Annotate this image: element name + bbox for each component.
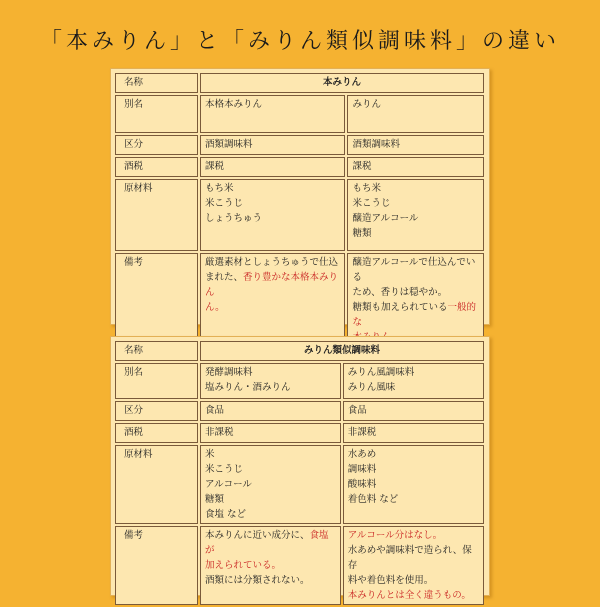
cell-text: まれた、	[205, 272, 244, 283]
row-label: 酒税	[115, 423, 198, 443]
cell-text: 本みりんに近い成分に、	[205, 530, 310, 541]
cell-text: 醸造アルコールで仕込んでいる	[352, 257, 476, 283]
cell-right	[347, 157, 484, 177]
cell-text: 米	[205, 449, 215, 460]
cell-text: 非課税	[205, 427, 234, 438]
table-row	[115, 401, 484, 421]
table-row	[115, 73, 484, 93]
cell-right	[347, 95, 484, 133]
cell-text: 食品	[205, 405, 225, 416]
cell-text: 酒類調味料	[352, 139, 400, 150]
cell-text: 糖類	[205, 494, 225, 505]
cell-right	[343, 401, 484, 421]
row-label: 備考	[115, 526, 198, 605]
cell-text: もち米	[352, 183, 381, 194]
hon-mirin-table	[113, 71, 486, 349]
cell-right	[343, 423, 484, 443]
highlight-text: ん。	[205, 302, 225, 313]
cell-left	[200, 363, 341, 399]
row-label: 区分	[115, 135, 198, 155]
cell-text: 糖類	[352, 228, 372, 239]
cell-left	[200, 157, 345, 177]
cell-text: 厳選素材としょうちゅうで仕込	[205, 257, 339, 268]
row-label: 別名	[115, 95, 198, 133]
cell-text: みりん風調味料	[347, 367, 415, 378]
table-row	[115, 253, 484, 347]
cell-left	[200, 526, 341, 605]
table-row	[115, 135, 484, 155]
cell-right	[343, 363, 484, 399]
cell-left	[200, 253, 345, 347]
row-label: 区分	[115, 401, 198, 421]
highlight-text: 加えられている。	[205, 560, 282, 571]
cell-text: 着色料 など	[347, 494, 399, 505]
cell-text: 米こうじ	[352, 198, 391, 209]
mirin-like-table	[113, 339, 486, 607]
cell-right	[343, 526, 484, 605]
cell-left	[200, 135, 345, 155]
table-row	[115, 445, 484, 524]
cell-text: 課税	[352, 161, 372, 172]
cell-text: みりん風味	[347, 382, 396, 393]
row-label: 酒税	[115, 157, 198, 177]
cell-text: 酸味料	[347, 479, 377, 490]
table-name-header: 本みりん	[200, 73, 484, 93]
table-row	[115, 157, 484, 177]
cell-text: みりん	[352, 99, 381, 110]
cell-left	[200, 95, 345, 133]
cell-text: 本格本みりん	[205, 99, 263, 110]
cell-text: 塩みりん・酒みりん	[205, 382, 291, 393]
cell-right	[347, 179, 484, 251]
cell-text: 糖類も加えられている	[352, 302, 448, 313]
row-label: 備考	[115, 253, 198, 347]
hon-mirin-card	[110, 68, 490, 328]
cell-text: アルコール	[205, 479, 252, 490]
cell-text: 調味料	[347, 464, 377, 475]
cell-text: 食塩 など	[205, 509, 247, 520]
table-row	[115, 526, 484, 605]
table-row	[115, 179, 484, 251]
cell-left	[200, 401, 341, 421]
cell-right	[347, 253, 484, 347]
row-label: 名称	[115, 341, 198, 361]
cell-text: 課税	[205, 161, 225, 172]
highlight-text: 食塩が	[205, 530, 329, 556]
table-row	[115, 95, 484, 133]
row-label: 原材料	[115, 179, 198, 251]
cell-text: 酒類には分類されない。	[205, 575, 310, 586]
cell-text: 米こうじ	[205, 198, 244, 209]
cell-text: 水あめ	[347, 449, 377, 460]
cell-text: 食品	[347, 405, 367, 416]
cell-text: 水あめや調味料で造られ、保存	[347, 545, 472, 571]
cell-text: 発酵調味料	[205, 367, 253, 378]
cell-text: もち米	[205, 183, 234, 194]
table-row	[115, 363, 484, 399]
table-row	[115, 341, 484, 361]
cell-right	[347, 135, 484, 155]
cell-text: 醸造アルコール	[352, 213, 419, 224]
highlight-text: 香り豊かな本格本みりん	[205, 272, 339, 298]
cell-text: 料や着色料を使用。	[347, 575, 434, 586]
cell-text: 酒類調味料	[205, 139, 253, 150]
cell-right	[343, 445, 484, 524]
page-title: 「本みりん」と「みりん類似調味料」の違い	[39, 29, 560, 54]
cell-left	[200, 423, 341, 443]
highlight-text: 一般的な	[352, 302, 476, 328]
cell-text: しょうちゅう	[205, 213, 263, 224]
cell-text: 米こうじ	[205, 464, 244, 475]
cell-left	[200, 445, 341, 524]
table-name-header: みりん類似調味料	[200, 341, 484, 361]
row-label: 原材料	[115, 445, 198, 524]
row-label: 別名	[115, 363, 198, 399]
row-label: 名称	[115, 73, 198, 93]
cell-text: ため、香りは穏やか。	[352, 287, 448, 298]
cell-text: 非課税	[347, 427, 377, 438]
highlight-text: アルコール分はなし。	[347, 530, 443, 541]
mirin-like-card	[110, 336, 490, 601]
table-row	[115, 423, 484, 443]
highlight-text: 本みりんとは全く違うもの。	[347, 590, 471, 601]
cell-left	[200, 179, 345, 251]
